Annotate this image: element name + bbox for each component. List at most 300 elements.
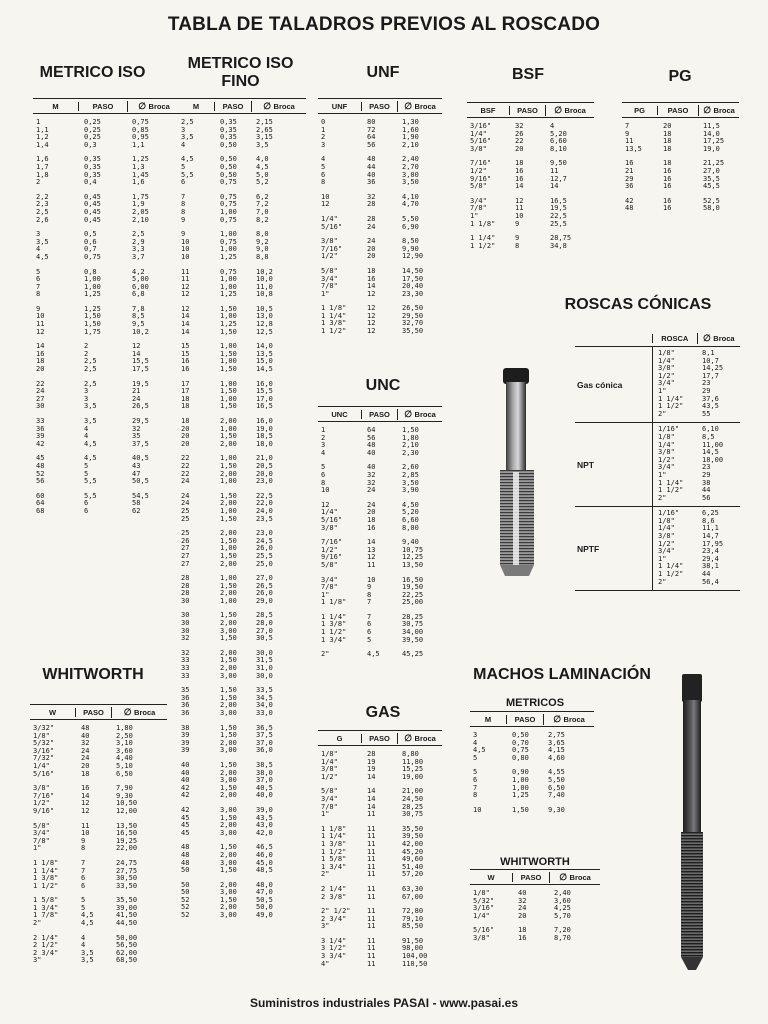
table-row [318, 584, 442, 592]
col-broca: 37,0 [256, 739, 273, 747]
col-paso: 0,8 [84, 268, 97, 276]
pg-title: PG [668, 68, 692, 85]
table-row [178, 426, 306, 434]
col-size: 3 [321, 141, 326, 149]
col-broca: 3,10 [116, 740, 133, 748]
col-paso: 1,50 [220, 537, 237, 545]
col-size: 10 [473, 806, 482, 814]
col-paso: 0,75 [220, 268, 237, 276]
table-row [30, 740, 167, 748]
rosca-value: 1 1/2" [658, 486, 684, 495]
col-paso: 1,00 [220, 208, 237, 216]
col-broca: 24,50 [402, 795, 424, 803]
col-paso: 72 [367, 126, 376, 134]
table-row [30, 950, 167, 958]
col-broca: 28,0 [256, 620, 273, 628]
col-broca: 21,25 [703, 160, 725, 168]
col-broca: 10,2 [132, 328, 149, 336]
row-group [178, 381, 306, 411]
col-size: 36 [181, 710, 190, 717]
table-row [178, 792, 306, 800]
col-size: 2 [321, 134, 326, 142]
col-size: 17 [181, 380, 190, 388]
col-paso: 1,50 [220, 657, 237, 665]
col-paso: 18 [81, 770, 90, 778]
table-row [33, 426, 180, 434]
col-broca: 62,00 [116, 949, 138, 957]
col-size: 17 [181, 388, 190, 396]
col-broca: 72,80 [402, 908, 424, 916]
col-size: 3/16" [470, 123, 492, 130]
col-broca: 29,0 [256, 597, 273, 605]
col-broca: 7,8 [132, 305, 145, 313]
broca-value: 23 [702, 379, 711, 388]
table-row [178, 822, 306, 830]
table-row [467, 176, 594, 184]
col-size: 5/16" [321, 516, 343, 524]
table-header [318, 730, 442, 746]
col-broca: 30,75 [402, 811, 424, 819]
machos-laminacion-title: MACHOS LAMINACIÓN [473, 666, 651, 683]
table-row [178, 620, 306, 628]
col-broca: 79,10 [402, 915, 424, 923]
col-broca: 98,00 [402, 945, 424, 953]
col-header-label: Broca [414, 733, 436, 743]
col-size: 64 [36, 500, 45, 508]
col-broca: 22,25 [402, 591, 424, 599]
table-row [318, 291, 442, 299]
col-broca: 9,30 [548, 806, 565, 814]
col-broca: 2,30 [402, 449, 419, 457]
col-paso: 7 [81, 859, 86, 867]
col-size: 1 1/2" [33, 882, 59, 890]
col-broca: 9,90 [402, 245, 419, 253]
col-size: 48 [181, 859, 190, 867]
broca-value: 37,6 [702, 394, 719, 403]
rosca-value: 1/8" [658, 432, 675, 441]
rosca-value: 1/4" [658, 356, 675, 365]
col-size: 1,8 [36, 171, 49, 179]
col-paso: 7 [367, 599, 372, 607]
col-size: 8 [473, 792, 478, 800]
col-broca: 35,50 [116, 897, 138, 905]
col-paso: 1,00 [84, 283, 101, 291]
col-size: 15 [181, 343, 190, 351]
col-size: 2,2 [36, 193, 49, 201]
col-paso: 20 [515, 145, 524, 153]
table-row [318, 268, 442, 276]
table-row [178, 530, 306, 538]
row-group [30, 785, 167, 815]
table-row [33, 455, 180, 463]
col-paso: 2,00 [220, 418, 237, 425]
table-row [318, 592, 442, 600]
rosca-value: 3/4" [658, 547, 675, 556]
col-size: 4 [36, 246, 41, 254]
col-paso: 1,50 [220, 388, 237, 396]
col-paso: 40 [367, 171, 376, 179]
table-row [318, 826, 442, 834]
col-size: 3/4" [321, 576, 338, 584]
table-row [178, 561, 306, 569]
col-size: 52 [181, 904, 190, 912]
row-group [30, 725, 167, 778]
broca-value: 29 [702, 470, 711, 479]
col-size: 5/16" [473, 927, 495, 935]
col-broca: 17,50 [402, 275, 424, 283]
col-paso: 2 [84, 350, 89, 358]
col-broca: 8,10 [550, 145, 567, 153]
thread-type-group [575, 423, 740, 507]
col-paso: 16 [663, 167, 672, 175]
col-paso: 0,35 [84, 163, 101, 171]
col-paso: 0,25 [84, 126, 101, 134]
col-broca: 22,00 [116, 845, 138, 853]
row-group [318, 826, 442, 879]
broca-value: 18,00 [702, 455, 724, 464]
col-header-label: Broca [713, 333, 735, 343]
table-row [178, 127, 306, 135]
table-row [318, 276, 442, 284]
table-row [30, 733, 167, 741]
col-paso: 0,25 [84, 119, 101, 126]
row-group [178, 343, 306, 373]
table-row [178, 590, 306, 598]
table-row [178, 657, 306, 665]
rosca-column [653, 510, 697, 586]
table-row [318, 945, 442, 953]
col-size: 8 [181, 201, 186, 209]
col-size: 1 3/4" [321, 863, 347, 871]
col-broca: 21,0 [256, 455, 273, 463]
table-row [178, 785, 306, 793]
col-size: 5/8" [470, 183, 487, 191]
table-row [33, 441, 180, 449]
table-row [318, 849, 442, 857]
col-broca: 43,5 [256, 814, 273, 822]
table-row [178, 329, 306, 337]
col-paso: 1,50 [220, 492, 237, 500]
col-paso: 16 [367, 524, 376, 532]
col-paso: 3,5 [84, 403, 97, 411]
col-size: 39 [181, 747, 190, 755]
col-paso: 2,5 [84, 380, 97, 388]
table-row [178, 441, 306, 449]
col-size: 2" [321, 871, 330, 879]
col-broca: 50,00 [116, 934, 138, 942]
table-row [178, 478, 306, 486]
table-row [178, 867, 306, 875]
col-paso: 40 [518, 890, 527, 897]
col-paso: 3,00 [220, 912, 237, 920]
col-size: 1 3/8" [321, 621, 347, 629]
col-broca: 11,5 [703, 123, 720, 130]
col-size: 8 [321, 179, 326, 187]
table-row [318, 908, 442, 916]
col-paso: 1,50 [220, 761, 237, 769]
table-row [33, 231, 180, 239]
col-size: 6 [473, 776, 478, 784]
table-row [178, 358, 306, 366]
table-row [178, 815, 306, 823]
col-header: PASO [512, 873, 549, 882]
col-size: 1 1/4" [321, 312, 347, 320]
col-size: 33 [181, 657, 190, 665]
col-paso: 0,75 [220, 216, 237, 224]
table-row [30, 868, 167, 876]
col-broca: 104,00 [402, 953, 428, 961]
col-broca: 30,50 [116, 875, 138, 883]
col-broca: 2,75 [548, 732, 565, 739]
table-row [33, 119, 180, 127]
table-row [318, 871, 442, 879]
col-broca: 16,5 [550, 197, 567, 205]
machos-whitworth-title: WHITWORTH [500, 856, 570, 868]
col-paso: 32 [367, 471, 376, 479]
col-broca: 2,10 [402, 442, 419, 450]
col-broca: 34,0 [256, 702, 273, 710]
col-broca: 32,70 [402, 320, 424, 328]
col-broca: 26,0 [256, 590, 273, 598]
table-row [178, 747, 306, 755]
col-broca: 42,0 [256, 829, 273, 837]
row-group [470, 769, 594, 799]
col-broca: 43,0 [256, 822, 273, 830]
col-size: 5/16" [470, 138, 492, 146]
col-paso: 0,6 [84, 238, 97, 246]
col-paso: 1,00 [220, 246, 237, 254]
col-broca: 20,5 [256, 462, 273, 470]
broca-value: 23,4 [702, 547, 719, 556]
col-paso: 4 [84, 433, 89, 441]
col-size: 15 [181, 350, 190, 358]
col-broca: 42,00 [402, 840, 424, 848]
row-group [178, 418, 306, 448]
col-broca: 5,50 [548, 776, 565, 784]
col-broca: 45,0 [256, 859, 273, 867]
row-group [318, 194, 442, 209]
col-paso: 1,00 [220, 507, 237, 515]
col-broca: 14,0 [256, 343, 273, 351]
col-size: 9/16" [470, 175, 492, 183]
col-paso: 1,00 [512, 784, 529, 792]
col-broca: 7,90 [116, 785, 133, 793]
col-size: 7 [36, 283, 41, 291]
col-broca: 6,60 [402, 516, 419, 524]
col-header-broca [127, 101, 180, 112]
table-row [33, 284, 180, 292]
col-broca: 62 [132, 507, 141, 515]
col-header: UNC [331, 409, 348, 419]
table-body [467, 123, 594, 250]
col-paso: 18 [367, 516, 376, 524]
col-paso: 2,00 [220, 530, 237, 538]
col-size: 45 [181, 829, 190, 837]
col-paso: 3,00 [220, 672, 237, 680]
broca-value: 44 [702, 486, 711, 495]
col-broca: 3,50 [402, 479, 419, 487]
broca-value: 11,1 [702, 524, 719, 533]
table-row [318, 246, 442, 254]
col-broca: 7,2 [256, 201, 269, 209]
row-group [33, 119, 180, 149]
row-group [178, 882, 306, 920]
col-paso: 0,35 [220, 126, 237, 134]
table-row [318, 577, 442, 585]
col-paso: 2,00 [220, 904, 237, 912]
col-paso: 0,75 [220, 193, 237, 201]
rosca-value: 1/16" [658, 425, 680, 434]
col-paso: 0,75 [220, 179, 237, 187]
col-paso: 3,00 [220, 710, 237, 717]
col-size: 12 [321, 201, 330, 209]
table-row [178, 912, 306, 920]
col-paso: 12 [367, 290, 376, 298]
col-size: 28 [181, 575, 190, 583]
col-broca: 34,8 [550, 242, 567, 250]
col-size: 11 [36, 321, 45, 329]
col-paso: 5 [84, 462, 89, 470]
col-header: PASO [509, 106, 545, 115]
col-paso: 5 [81, 897, 86, 905]
table-row [318, 751, 442, 759]
machos-metricos-title: METRICOS [505, 697, 565, 709]
table-row [178, 508, 306, 516]
col-paso: 64 [367, 427, 376, 434]
col-size: 3/4" [321, 275, 338, 283]
row-group [33, 306, 180, 336]
col-paso: 18 [515, 160, 524, 168]
col-broca: 13,50 [116, 822, 138, 830]
col-broca: 16,0 [256, 380, 273, 388]
col-header: M [52, 101, 59, 111]
col-broca: 91,50 [402, 937, 424, 945]
row-group [178, 455, 306, 485]
row-group [33, 156, 180, 186]
broca-value: 8,6 [702, 516, 715, 525]
col-size: 29 [625, 175, 634, 183]
col-paso: 1,50 [220, 635, 237, 643]
col-broca: 4,2 [132, 268, 145, 276]
col-size: 5 [181, 163, 186, 171]
table-header [178, 98, 306, 114]
col-header-label: Broca [713, 105, 735, 115]
col-paso: 1,50 [220, 814, 237, 822]
row-group [318, 788, 442, 818]
rosca-value: 1/16" [658, 509, 680, 518]
col-header: M [192, 101, 200, 111]
table-row [318, 796, 442, 804]
table-row [178, 732, 306, 740]
col-size: 2,5 [181, 119, 194, 126]
col-paso: 1,00 [220, 313, 237, 321]
col-broca: 44,50 [116, 920, 138, 928]
col-broca: 35,5 [703, 175, 720, 183]
col-broca: 1,80 [402, 434, 419, 442]
col-broca: 8,70 [554, 934, 571, 942]
col-paso: 11 [367, 848, 376, 856]
col-broca: 1,9 [132, 201, 145, 209]
row-group [178, 530, 306, 568]
col-paso: 6 [84, 507, 89, 515]
col-size: 2 1/4" [321, 885, 347, 893]
thread-type-group [575, 507, 740, 591]
col-paso: 0,35 [84, 171, 101, 179]
col-broca: 1,80 [116, 725, 133, 732]
row-group [622, 123, 739, 153]
table-row [467, 198, 594, 206]
table-row [467, 138, 594, 146]
col-size: 1" [470, 212, 479, 220]
col-size: 1 1/8" [33, 859, 59, 867]
col-paso: 19 [367, 766, 376, 774]
col-paso: 3 [84, 395, 89, 403]
table-row [318, 774, 442, 782]
rosca-value: 1 1/4" [658, 394, 684, 403]
col-broca: 1,6 [132, 179, 145, 187]
row-group [318, 908, 442, 931]
col-size: 1 5/8" [33, 897, 59, 905]
col-paso: 0,45 [84, 216, 101, 224]
col-broca: 6,2 [256, 193, 269, 201]
table-row [318, 305, 442, 313]
col-size: 3/8" [321, 524, 338, 532]
row-group [178, 306, 306, 336]
col-broca: 19,0 [703, 145, 720, 153]
table-row [622, 131, 739, 139]
col-broca: 26,5 [256, 582, 273, 590]
col-broca: 7,20 [554, 927, 571, 935]
table-row [33, 134, 180, 142]
row-group [30, 860, 167, 890]
col-paso: 28 [367, 201, 376, 209]
col-size: 2 [36, 179, 41, 187]
col-header: PASO [78, 102, 127, 111]
tap-tool-image [486, 362, 550, 584]
col-broca: 24,0 [256, 507, 273, 515]
col-size: 1 3/4" [321, 636, 347, 644]
table-row [178, 904, 306, 912]
rosca-value: 1/8" [658, 349, 675, 357]
col-paso: 12 [515, 197, 524, 205]
col-broca: 2,5 [132, 231, 145, 239]
col-size: 26 [181, 537, 190, 545]
col-size: 16 [181, 366, 190, 374]
col-paso: 1,25 [220, 253, 237, 261]
col-size: 18 [36, 358, 45, 366]
diameter-icon: ∅ [702, 332, 714, 343]
col-broca: 3,3 [132, 246, 145, 254]
table-row [33, 156, 180, 164]
table-header [318, 98, 442, 114]
col-size: 1 7/8" [33, 912, 59, 920]
col-paso: 16 [663, 197, 672, 205]
row-group [318, 502, 442, 532]
col-size: 9 [36, 305, 41, 313]
col-paso: 32 [367, 193, 376, 201]
col-size: 10 [321, 193, 330, 201]
col-header: PASO [361, 102, 397, 111]
col-broca: 4,70 [402, 201, 419, 209]
col-paso: 2,00 [220, 470, 237, 478]
col-size: 10 [181, 238, 190, 246]
col-paso: 48 [367, 442, 376, 450]
col-broca: 4,40 [116, 755, 133, 763]
table-row [178, 343, 306, 351]
table-row [470, 755, 594, 763]
col-header: PG [634, 105, 645, 115]
col-paso: 3,5 [81, 949, 94, 957]
